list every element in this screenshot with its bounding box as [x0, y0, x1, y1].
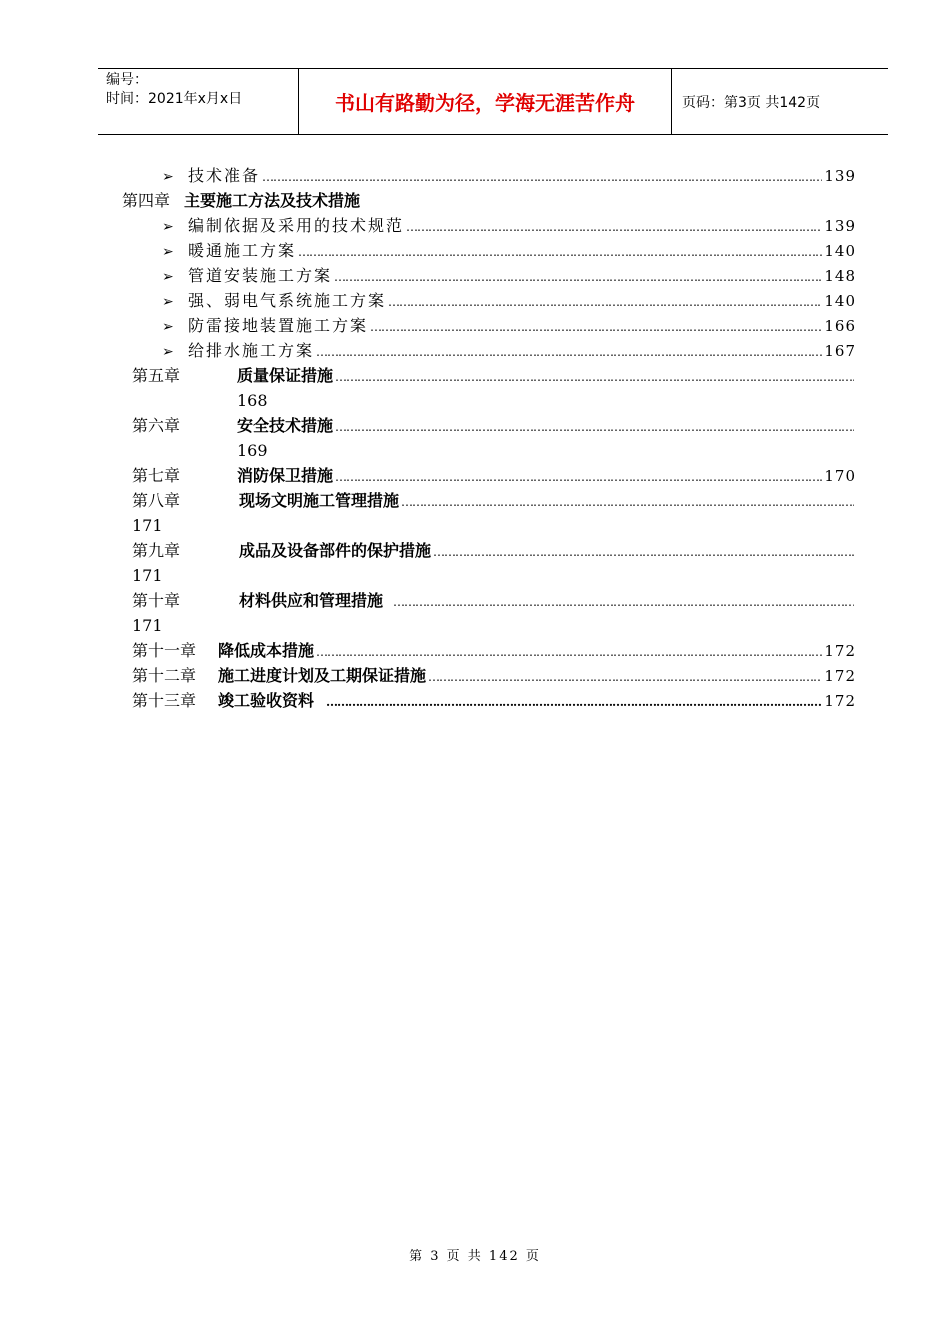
toc-page: 140 [824, 292, 856, 310]
toc-title: 管道安装施工方案 [188, 266, 333, 285]
dot-leader [334, 265, 822, 290]
toc-title: 技术准备 [188, 166, 261, 185]
toc-page: 170 [824, 467, 856, 485]
toc-entry[interactable] [162, 213, 856, 238]
arrow-bullet-icon: ➢ [162, 344, 174, 360]
toc-chapter[interactable] [132, 663, 856, 688]
dot-leader [388, 290, 822, 315]
dot-leader [428, 665, 822, 690]
toc-title: 强、弱电气系统施工方案 [188, 291, 387, 310]
toc-page: 169 [237, 441, 268, 460]
arrow-bullet-icon: ➢ [162, 244, 174, 260]
toc-chapter-number: 第四章 [122, 191, 171, 210]
toc-chapter-number: 第十一章 [132, 641, 197, 660]
dot-leader [370, 315, 822, 340]
arrow-bullet-icon: ➢ [162, 294, 174, 310]
dot-leader [326, 690, 822, 715]
toc-title: 编制依据及采用的技术规范 [188, 216, 405, 235]
header-motto: 书山有路勤为径，学海无涯苦作舟 [299, 69, 672, 134]
dot-leader [316, 340, 822, 365]
toc-chapter[interactable] [132, 638, 856, 663]
dot-leader [433, 540, 854, 565]
dot-leader [406, 215, 822, 240]
toc-chapter[interactable] [132, 588, 856, 613]
toc-chapter[interactable] [132, 413, 856, 438]
toc-title: 给排水施工方案 [188, 341, 315, 360]
toc-page: 172 [824, 692, 856, 710]
toc-title: 材料供应和管理措施 [239, 591, 384, 610]
arrow-bullet-icon: ➢ [162, 219, 174, 235]
toc-entry[interactable] [162, 313, 856, 338]
toc-entry[interactable] [162, 288, 856, 313]
toc-entry[interactable] [162, 263, 856, 288]
time-label: 时间：2021年x月x日 [106, 91, 243, 107]
toc-page: 168 [237, 391, 268, 410]
toc-page: 140 [824, 242, 856, 260]
toc-chapter-number: 第六章 [132, 416, 181, 435]
dot-leader [262, 165, 822, 190]
dot-leader [335, 465, 822, 490]
toc-chapter-number: 第七章 [132, 466, 181, 485]
page-header [98, 68, 888, 135]
toc-page: 139 [824, 217, 856, 235]
toc-chapter[interactable] [132, 363, 856, 388]
toc-title: 暖通施工方案 [188, 241, 297, 260]
header-page-label: 页码：第3页 共142页 [682, 94, 821, 111]
arrow-bullet-icon: ➢ [162, 319, 174, 335]
toc-title: 成品及设备部件的保护措施 [239, 541, 432, 560]
toc-chapter-number: 第十三章 [132, 691, 197, 710]
toc-chapter-number: 第十二章 [132, 666, 197, 685]
toc-entry[interactable] [162, 238, 856, 263]
dot-leader [401, 490, 854, 515]
toc-chapter[interactable] [132, 538, 856, 563]
toc-title: 质量保证措施 [237, 366, 334, 385]
toc-page: 171 [132, 566, 163, 585]
toc-chapter-number: 第五章 [132, 366, 181, 385]
dot-leader [335, 365, 854, 390]
toc-chapter[interactable] [132, 463, 856, 488]
toc-page: 172 [824, 642, 856, 660]
toc-chapter[interactable] [132, 488, 856, 513]
arrow-bullet-icon: ➢ [162, 269, 174, 285]
dot-leader [393, 590, 854, 615]
toc-entry[interactable] [162, 163, 856, 188]
toc-page: 171 [132, 516, 163, 535]
toc-title: 竣工验收资料 [218, 691, 315, 710]
toc-page: 166 [824, 317, 856, 335]
toc-chapter[interactable] [132, 688, 856, 713]
toc-page: 171 [132, 616, 163, 635]
toc-page: 172 [824, 667, 856, 685]
number-label: 编号： [106, 72, 148, 88]
toc-title: 消防保卫措施 [237, 466, 334, 485]
footer-page-number: 第 3 页 共 142 页 [409, 1249, 541, 1264]
toc-title: 施工进度计划及工期保证措施 [218, 666, 427, 685]
toc-title: 主要施工方法及技术措施 [184, 191, 361, 210]
toc-chapter-number: 第十章 [132, 591, 181, 610]
toc-title: 防雷接地装置施工方案 [188, 316, 369, 335]
toc-title: 现场文明施工管理措施 [239, 491, 400, 510]
header-meta [98, 69, 299, 134]
toc-page: 139 [824, 167, 856, 185]
arrow-bullet-icon: ➢ [162, 169, 174, 185]
toc-title: 降低成本措施 [218, 641, 315, 660]
toc-chapter-number: 第九章 [132, 541, 181, 560]
toc-title: 安全技术措施 [237, 416, 334, 435]
dot-leader [335, 415, 854, 440]
toc-entry[interactable] [162, 338, 856, 363]
toc-chapter-number: 第八章 [132, 491, 181, 510]
toc-page: 167 [824, 342, 856, 360]
dot-leader [298, 240, 822, 265]
toc-chapter[interactable] [122, 188, 856, 213]
toc-page: 148 [824, 267, 856, 285]
page-footer [0, 1245, 950, 1264]
dot-leader [316, 640, 822, 665]
